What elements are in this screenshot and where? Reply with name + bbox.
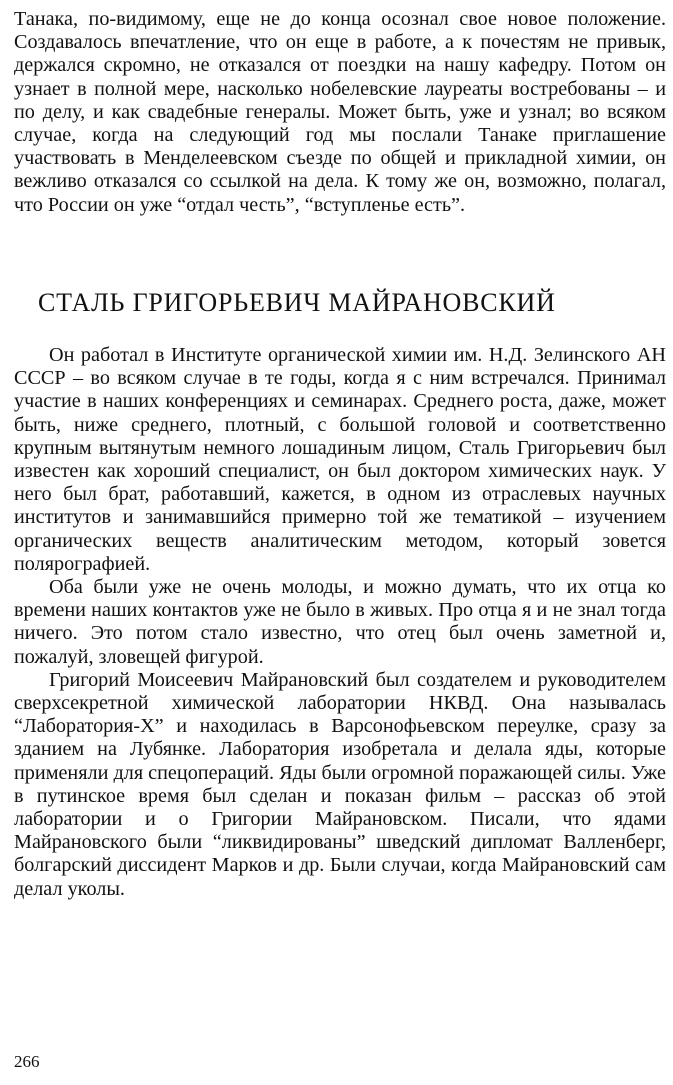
- main-text-block: [14, 344, 666, 901]
- page-number: 266: [14, 1052, 40, 1071]
- intro-text-block: [14, 8, 666, 217]
- paragraph: Оба были уже не очень молоды, и можно думать, что их отца ко времени наших контактов уже не было в живых. Про отца я и не знал тогда ничего. Это потом стало известно, что отец был очень заметной и, пожалуй, зловещей фигурой.: [14, 576, 666, 668]
- paragraph: Он работал в Институте органической химии им. Н.Д. Зелинского АН СССР – во всяком случае в те годы, когда я с ним встречался. Принимал участие в наших конференциях и семинарах. Среднего роста, даже, может быть, ниже среднего, плотный, с большой головой и соответственно крупным вытянутым немного лошадиным лицом, Сталь Григорьевич был известен как хороший специалист, он был доктором химических наук. У него был брат, работавший, кажется, в одном из отраслевых научных институтов и занимавшийся примерно той же тематикой – изучением органических веществ аналитическим методом, который зовется полярографией.: [14, 344, 666, 575]
- paragraph: Григорий Моисеевич Майрановский был создателем и руководителем сверхсекретной химической лаборатории НКВД. Она называлась “Лаборатория-Х” и находилась в Варсонофьевском переулке, сразу за зданием на Лубянке. Лаборатория изобретала и делала яды, которые применяли для спецопераций. Яды были огромной поражающей силы. Уже в путинское время был сделан и показан фильм – рассказ об этой лаборатории и о Григории Майрановском. Писали, что ядами Майрановского были “ликвидированы” шведский дипломат Валленберг, болгарский диссидент Марков и др. Были случаи, когда Майрановский сам делал уколы.: [14, 668, 666, 900]
- chapter-title: СТАЛЬ ГРИГОРЬЕВИЧ МАЙРАНОВСКИЙ: [38, 288, 556, 317]
- intro-paragraph: Танака, по-видимому, еще не до конца осознал свое новое положение. Создавалось впечатление, что он еще в работе, а к почестям не привык, держался скромно, не отказался от поездки на нашу кафедру. Потом он узнает в полной мере, насколько нобелевские лауреаты востребованы – и по делу, и как свадебные генералы. Может быть, уже и узнал; во всяком случае, когда на следующий год мы послали Танаке приглашение участвовать в Менделеевском съезде по общей и прикладной химии, он вежливо отказался со ссылкой на дела. К тому же он, возможно, полагал, что России он уже “отдал честь”, “вступленье есть”.: [14, 8, 666, 216]
